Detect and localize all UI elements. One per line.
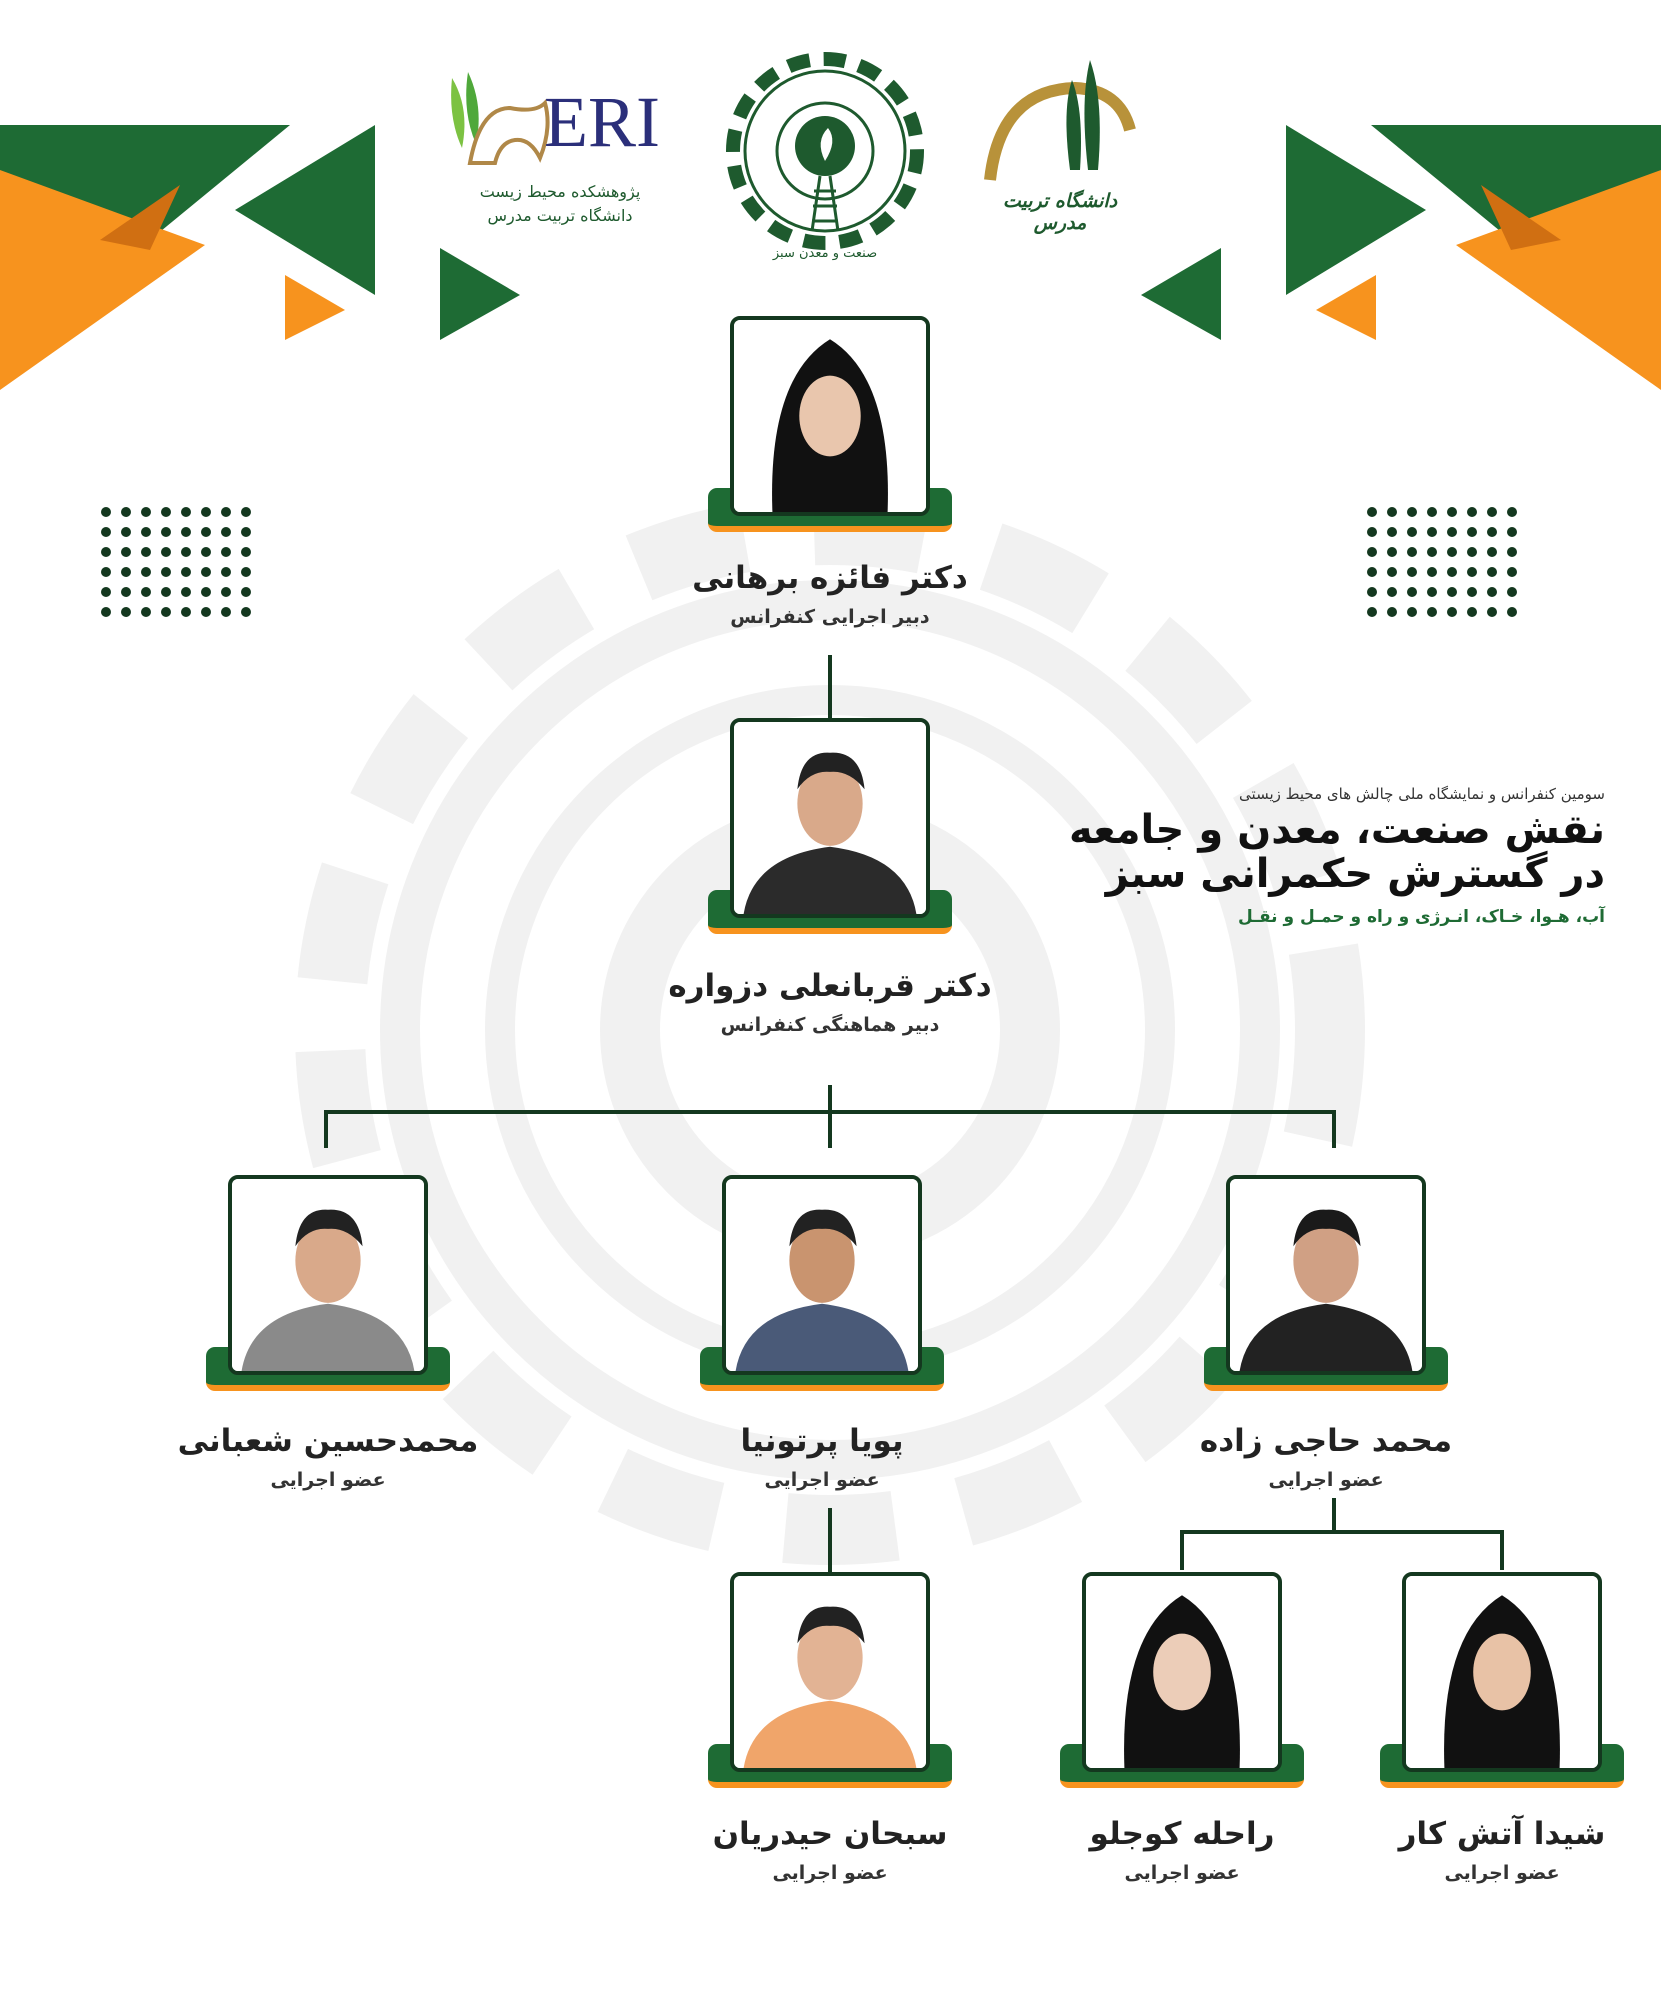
dot-decoration (121, 587, 131, 597)
dot-decoration (1407, 587, 1417, 597)
university-logo (980, 50, 1140, 234)
dot-decoration (1387, 587, 1397, 597)
dot-decoration (1487, 587, 1497, 597)
dot-decoration (181, 567, 191, 577)
dot-decoration (181, 607, 191, 617)
dot-decoration (1367, 547, 1377, 557)
dot-decoration (1467, 607, 1477, 617)
university-name: دانشگاه تربیت مدرس (1002, 190, 1118, 234)
dot-decoration (141, 547, 151, 557)
conference-title-block (1068, 785, 1605, 927)
dot-decoration (141, 507, 151, 517)
dot-decoration (1507, 547, 1517, 557)
dot-decoration (241, 507, 251, 517)
dot-decoration (121, 507, 131, 517)
dot-decoration (241, 547, 251, 557)
dot-decoration (1467, 567, 1477, 577)
eri-line1: پژوهشکده محیط زیست (479, 182, 641, 201)
dot-decoration (201, 587, 211, 597)
dot-decoration (221, 547, 231, 557)
title-line1: نقش صنعت، معدن و جامعه (1068, 807, 1605, 853)
person-photo (730, 718, 930, 918)
dot-decoration (201, 547, 211, 557)
dot-decoration (1447, 507, 1457, 517)
dot-decoration (1367, 507, 1377, 517)
person-woman-hijab-icon (1086, 1576, 1278, 1768)
person-card-raheleh-kojlou (1060, 1572, 1304, 1902)
person-role: دبیر اجرایی کنفرانس (730, 606, 930, 628)
dot-decoration (1367, 527, 1377, 537)
person-card-pouya-partonia (700, 1175, 944, 1505)
eri-line2: دانشگاه تربیت مدرس (487, 206, 633, 225)
dot-decoration (1507, 507, 1517, 517)
dot-decoration (1487, 567, 1497, 577)
person-name: شیدا آتش کار (1398, 1816, 1606, 1852)
dot-decoration (1487, 547, 1497, 557)
dot-decoration (1367, 587, 1377, 597)
dot-decoration (1407, 547, 1417, 557)
person-role: عضو اجرایی (764, 1469, 880, 1491)
dot-decoration (241, 567, 251, 577)
dot-decoration (1447, 527, 1457, 537)
dot-decoration (1447, 567, 1457, 577)
dot-decoration (101, 607, 111, 617)
dot-decoration (141, 527, 151, 537)
dot-decoration (1467, 527, 1477, 537)
dot-decoration (141, 607, 151, 617)
dot-decoration (121, 547, 131, 557)
dot-decoration (1507, 567, 1517, 577)
dot-decoration (161, 547, 171, 557)
dot-decoration (221, 607, 231, 617)
person-card-mohammadhossein-shabani (177, 1175, 479, 1505)
person-role: عضو اجرایی (1268, 1469, 1384, 1491)
person-name: راحله کوجلو (1089, 1816, 1275, 1852)
dot-grid-right-decoration (1367, 507, 1517, 617)
dot-decoration (1427, 567, 1437, 577)
person-photo (228, 1175, 428, 1375)
dot-decoration (1407, 527, 1417, 537)
person-card-ghorbanali-dezvareh (668, 718, 992, 1048)
dot-decoration (1367, 567, 1377, 577)
person-photo (1082, 1572, 1282, 1772)
eri-logo (440, 68, 680, 238)
dot-decoration (1427, 607, 1437, 617)
person-photo (1402, 1572, 1602, 1772)
dot-decoration (121, 607, 131, 617)
title-sub: آب، هـوا، خـاک، انـرژی و راه و حمـل و نقـل (1237, 907, 1605, 927)
person-card-sobhan-heydarian (708, 1572, 952, 1902)
dot-decoration (161, 587, 171, 597)
person-role: دبیر هماهنگی کنفرانس (720, 1014, 940, 1036)
dot-decoration (1367, 607, 1377, 617)
person-photo (722, 1175, 922, 1375)
dot-decoration (141, 587, 151, 597)
person-name: محمدحسین شعبانی (177, 1423, 479, 1459)
person-man-icon (726, 1179, 918, 1371)
dot-decoration (161, 567, 171, 577)
dot-decoration (161, 607, 171, 617)
person-name: سبحان حیدریان (712, 1816, 948, 1852)
dot-decoration (1467, 507, 1477, 517)
dot-decoration (201, 567, 211, 577)
person-role: عضو اجرایی (1444, 1862, 1560, 1884)
dot-decoration (221, 527, 231, 537)
person-man-suit-icon (232, 1179, 424, 1371)
gear-icon (733, 59, 917, 243)
dot-decoration (1487, 527, 1497, 537)
dot-decoration (1407, 567, 1417, 577)
dot-grid-left-decoration (101, 507, 251, 617)
dot-decoration (1507, 607, 1517, 617)
dot-decoration (1387, 527, 1397, 537)
conference-logo (720, 46, 930, 276)
dot-decoration (201, 527, 211, 537)
person-card-mohammad-hajizadeh (1199, 1175, 1453, 1505)
dot-decoration (181, 547, 191, 557)
dot-decoration (1427, 547, 1437, 557)
dot-decoration (1387, 507, 1397, 517)
person-card-faezeh-borhani (692, 316, 968, 636)
person-photo (730, 316, 930, 516)
dot-decoration (1507, 527, 1517, 537)
person-woman-hijab-icon (1406, 1576, 1598, 1768)
person-name: دکتر قربانعلی دزواره (668, 968, 992, 1004)
dot-decoration (101, 547, 111, 557)
person-role: عضو اجرایی (772, 1862, 888, 1884)
person-role: عضو اجرایی (1124, 1862, 1240, 1884)
dot-decoration (221, 587, 231, 597)
dot-decoration (1427, 507, 1437, 517)
dot-decoration (1447, 587, 1457, 597)
dot-decoration (1427, 527, 1437, 537)
dot-decoration (1407, 607, 1417, 617)
title-small: سومین کنفرانس و نمایشگاه ملی چالش های محیط زیستی (1239, 785, 1605, 803)
dot-decoration (161, 527, 171, 537)
dot-decoration (201, 607, 211, 617)
dot-decoration (241, 587, 251, 597)
eri-wordmark: ERI (544, 82, 660, 162)
person-photo (730, 1572, 930, 1772)
dot-decoration (181, 527, 191, 537)
dot-decoration (201, 507, 211, 517)
dot-decoration (1487, 507, 1497, 517)
dot-decoration (1467, 587, 1477, 597)
dot-decoration (121, 567, 131, 577)
person-photo (1226, 1175, 1426, 1375)
dot-decoration (221, 567, 231, 577)
dot-decoration (1467, 547, 1477, 557)
university-emblem-icon (980, 50, 1140, 190)
person-name: دکتر فائزه برهانی (692, 560, 968, 596)
dot-decoration (1387, 567, 1397, 577)
dot-decoration (101, 567, 111, 577)
person-name: محمد حاجی زاده (1199, 1423, 1453, 1459)
person-name: پویا پرتونیا (740, 1423, 904, 1459)
dot-decoration (101, 527, 111, 537)
dot-decoration (121, 527, 131, 537)
dot-decoration (181, 587, 191, 597)
dot-decoration (1387, 547, 1397, 557)
dot-decoration (1447, 607, 1457, 617)
dot-decoration (241, 527, 251, 537)
person-woman-hijab-icon (734, 320, 926, 512)
person-role: عضو اجرایی (270, 1469, 386, 1491)
dot-decoration (1447, 547, 1457, 557)
person-card-sheida-atashkar (1380, 1572, 1624, 1902)
dot-decoration (1427, 587, 1437, 597)
dot-decoration (1407, 507, 1417, 517)
dot-decoration (181, 507, 191, 517)
person-man-icon (734, 1576, 926, 1768)
person-man-suit-icon (734, 722, 926, 914)
dot-decoration (1507, 587, 1517, 597)
dot-decoration (241, 607, 251, 617)
dot-decoration (141, 567, 151, 577)
dot-decoration (221, 507, 231, 517)
right-triangles-decoration (1141, 125, 1661, 390)
dot-decoration (1387, 607, 1397, 617)
person-man-icon (1230, 1179, 1422, 1371)
dot-decoration (1487, 607, 1497, 617)
dot-decoration (161, 507, 171, 517)
dot-decoration (101, 507, 111, 517)
dot-decoration (101, 587, 111, 597)
conference-logo-bottom-text: صنعت و معدن سبز (772, 246, 878, 261)
title-line2: در گسترش حکمرانی سبز (1105, 851, 1605, 897)
